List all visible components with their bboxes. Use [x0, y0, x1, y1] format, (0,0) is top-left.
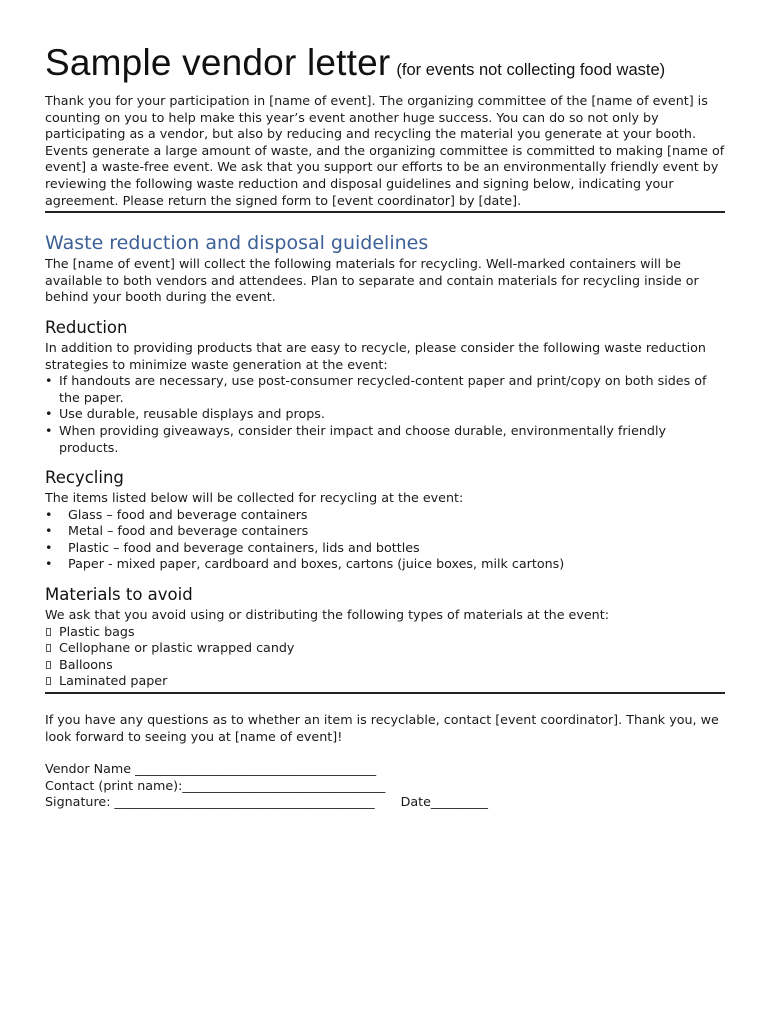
title-subtitle: (for events not collecting food waste)	[396, 61, 666, 79]
list-item-text: Plastic – food and beverage containers, lids and bottles	[68, 539, 420, 555]
list-item	[45, 523, 725, 540]
list-item	[45, 373, 725, 406]
bullet-icon: •	[45, 373, 53, 389]
bullet-icon: •	[45, 422, 53, 438]
signature-block	[45, 761, 725, 811]
bullet-icon: •	[45, 506, 53, 522]
list-item	[45, 673, 725, 690]
list-item	[45, 657, 725, 674]
list-item-text: When providing giveaways, consider their impact and choose durable, environmentally friendly products.	[59, 422, 667, 455]
list-item-text: Use durable, reusable displays and props.	[59, 406, 325, 422]
reduction-list	[45, 373, 725, 456]
bullet-icon: •	[45, 556, 53, 572]
checkbox-icon	[46, 628, 51, 636]
bullet-icon: •	[45, 539, 53, 555]
list-item	[45, 624, 725, 641]
reduction-paragraph: In addition to providing products that are easy to recycle, please consider the following waste reduction strategies to minimize waste generation at the event:	[45, 339, 706, 372]
list-item-text: Laminated paper	[59, 673, 168, 689]
title-main: Sample vendor letter	[45, 42, 391, 83]
avoid-list	[45, 624, 725, 690]
list-item-text: Metal – food and beverage containers	[68, 523, 309, 539]
list-item	[45, 556, 725, 573]
list-item-text: Balloons	[59, 656, 113, 672]
contact-name-field: Contact (print name):________________________________	[45, 777, 386, 793]
signature-field: Signature: _________________________________________	[45, 794, 375, 810]
list-item-text: Glass – food and beverage containers	[68, 506, 308, 522]
recycling-list	[45, 507, 725, 573]
list-item	[45, 540, 725, 557]
list-item-text: Plastic bags	[59, 623, 135, 639]
intro-paragraph: Thank you for your participation in [name of event]. The organizing committee of the [name of event] is counting on you to help make this year’s event another huge success. You can do so not only by participating as a vendor, but also by reducing and recycling the material you generate at your booth. Events generate a large amount of waste, and the organizing committee is committed to making [name of event] a waste-free event. We ask that you support our efforts to be an environmentally friendly event by reviewing the following waste reduction and disposal guidelines and signing below, indicating your agreement. Please return the signed form to [event coordinator] by [date].	[45, 93, 725, 208]
document-page	[45, 44, 725, 811]
recycling-paragraph: The items listed below will be collected for recycling at the event:	[45, 490, 464, 506]
bullet-icon: •	[45, 406, 53, 422]
recycling-heading: Recycling	[45, 468, 124, 488]
divider-bottom	[45, 692, 725, 694]
checkbox-icon	[46, 644, 51, 652]
guidelines-paragraph: The [name of event] will collect the following materials for recycling. Well-marked containers will be available to both vendors and attendees. Plan to separate and contain materials for recycling inside or behind your booth during the event.	[45, 256, 699, 305]
list-item	[45, 507, 725, 524]
list-item-text: Paper - mixed paper, cardboard and boxes, cartons (juice boxes, milk cartons)	[68, 556, 565, 572]
guidelines-heading: Waste reduction and disposal guidelines	[45, 232, 429, 255]
checkbox-icon	[46, 677, 51, 685]
checkbox-icon	[46, 661, 51, 669]
date-field: Date_________	[400, 794, 489, 810]
reduction-heading: Reduction	[45, 317, 128, 337]
avoid-paragraph: We ask that you avoid using or distributing the following types of materials at the event:	[45, 607, 609, 623]
avoid-heading: Materials to avoid	[45, 585, 193, 605]
vendor-name-field: Vendor Name ______________________________________	[45, 761, 377, 777]
list-item-text: Cellophane or plastic wrapped candy	[59, 640, 295, 656]
list-item	[45, 423, 725, 456]
list-item	[45, 406, 725, 423]
bullet-icon: •	[45, 523, 53, 539]
divider-top	[45, 211, 725, 213]
list-item	[45, 640, 725, 657]
list-item-text: If handouts are necessary, use post-consumer recycled-content paper and print/copy on both sides of the paper.	[59, 373, 707, 405]
closing-paragraph: If you have any questions as to whether an item is recyclable, contact [event coordinator]. Thank you, we look forward to seeing you at [name of event]!	[45, 712, 719, 744]
signature-row	[45, 794, 725, 811]
document-title	[45, 44, 725, 81]
